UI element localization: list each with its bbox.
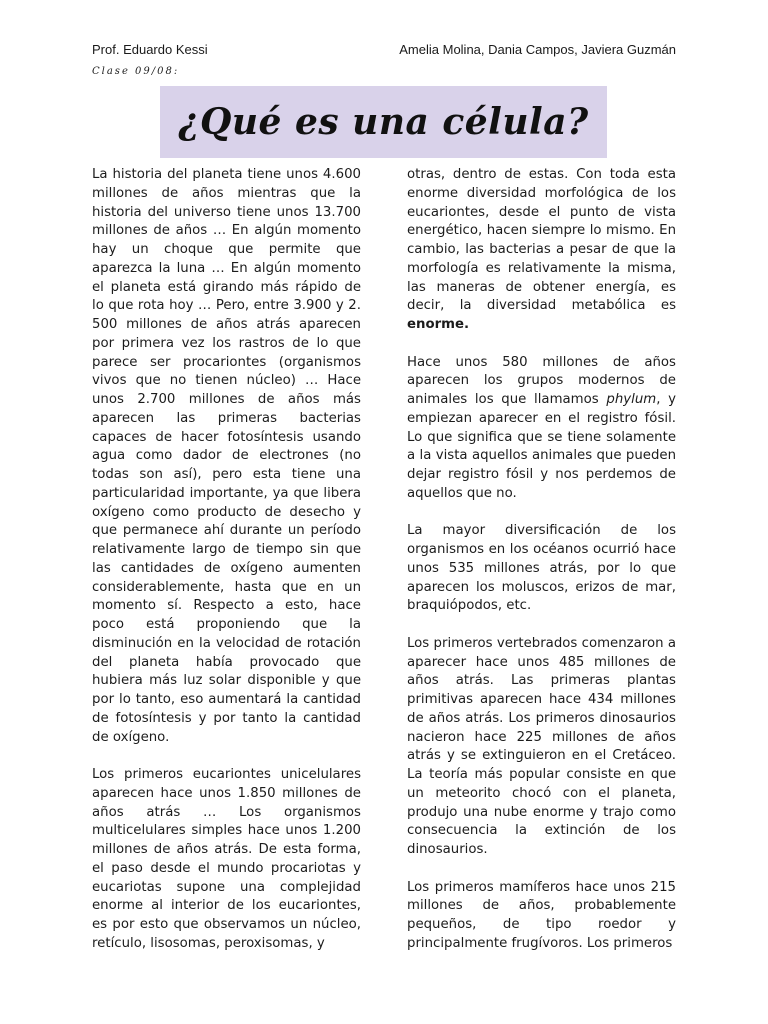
paragraph: Los primeros eucariontes unicelulares aparecen hace unos 1.850 millones de años atrás … Los organismos multicelulares simples hace unos 1.200 millones de años atrás. De esta forma, el paso desde el mundo procariotas y eucariotas supone una complejidad enorme al interior de los eucariontes, es por esto que observamos un núcleo, retículo, lisosomas, peroxisomas, y xyxy=(92,767,361,951)
left-column xyxy=(92,166,361,972)
paragraph: Los primeros mamíferos hace unos 215 millones de años, probablemente pequeños, de tipo roedor y principalmente frugívoros. Los primeros xyxy=(407,879,676,951)
student-names: Amelia Molina, Dania Campos, Javiera Guzmán xyxy=(399,42,676,57)
page-title: ¿Qué es una célula? xyxy=(178,101,589,143)
bold-emphasis: enorme. xyxy=(407,317,470,332)
paragraph xyxy=(407,166,676,335)
teacher-name: Prof. Eduardo Kessi xyxy=(92,42,208,57)
paragraph-text: Hace unos 580 millones de años aparecen los grupos modernos de animales los que llamamos xyxy=(407,354,676,407)
paragraph: Los primeros vertebrados comenzaron a aparecer hace unos 485 millones de años atrás. Las primeras plantas primitivas aparecen hace 434 millones de años atrás. Los primeros dinosaurios nacieron hace 225 millones de años atrás y se extinguieron en el Cretáceo. La teoría más popular consiste en que un meteorito chocó con el planeta, produjo una nube enorme y trajo como consecuencia la extinción de los dinosaurios. xyxy=(407,635,676,857)
paragraph xyxy=(407,354,676,504)
paragraph-text: otras, dentro de estas. Con toda esta enorme diversidad morfológica de los eucariontes, desde el punto de vista energético, hacen siempre lo mismo. En cambio, las bacterias a pesar de que la morfología es relativamente la misma, las maneras de obtener energía, es decir, la diversidad metabólica es xyxy=(407,167,676,314)
paragraph-text: , y empiezan aparecer en el registro fósil. Lo que significa que se tiene solamente a la vista aquellos animales que pueden dejar registro fósil y nos perdemos de aquellos que no. xyxy=(407,392,676,501)
paragraph: La mayor diversificación de los organismos en los océanos ocurrió hace unos 535 millones atrás, por lo que aparecen los moluscos, erizos de mar, braquiópodos, etc. xyxy=(407,523,676,614)
italic-term: phylum xyxy=(606,392,657,407)
right-column xyxy=(407,166,676,972)
title-banner xyxy=(160,86,607,158)
class-date: Clase 09/08: xyxy=(92,66,180,77)
paragraph: La historia del planeta tiene unos 4.600 millones de años mientras que la historia del universo tiene unos 13.700 millones de años … En algún momento hay un choque que permite que aparezca la luna … En algún momento el planeta está girando más rápido de lo que rota hoy … Pero, entre 3.900 y 2. 500 millones de años atrás aparecen por primera vez los rastros de lo que parece ser procariontes (organismos vivos que no tienen núcleo) … Hace unos 2.700 millones de años más aparecen las primeras bacterias capaces de hacer fotosíntesis usando agua como dador de electrones (no todas son así), pero esta tiene una particularidad importante, ya que libera oxígeno como producto de desecho y que permanece ahí durante un período relativamente largo de tiempo sin que las cantidades de oxígeno aumenten considerablemente, hasta que en un momento sí. Respecto a esto, hace poco está proponiendo que la disminución en la velocidad de rotación del planeta había provocado que hubiera más luz solar disponible y que por lo tanto, eso aumentará la cantidad de fotosíntesis y por tanto la cantidad de oxígeno. xyxy=(92,167,361,745)
